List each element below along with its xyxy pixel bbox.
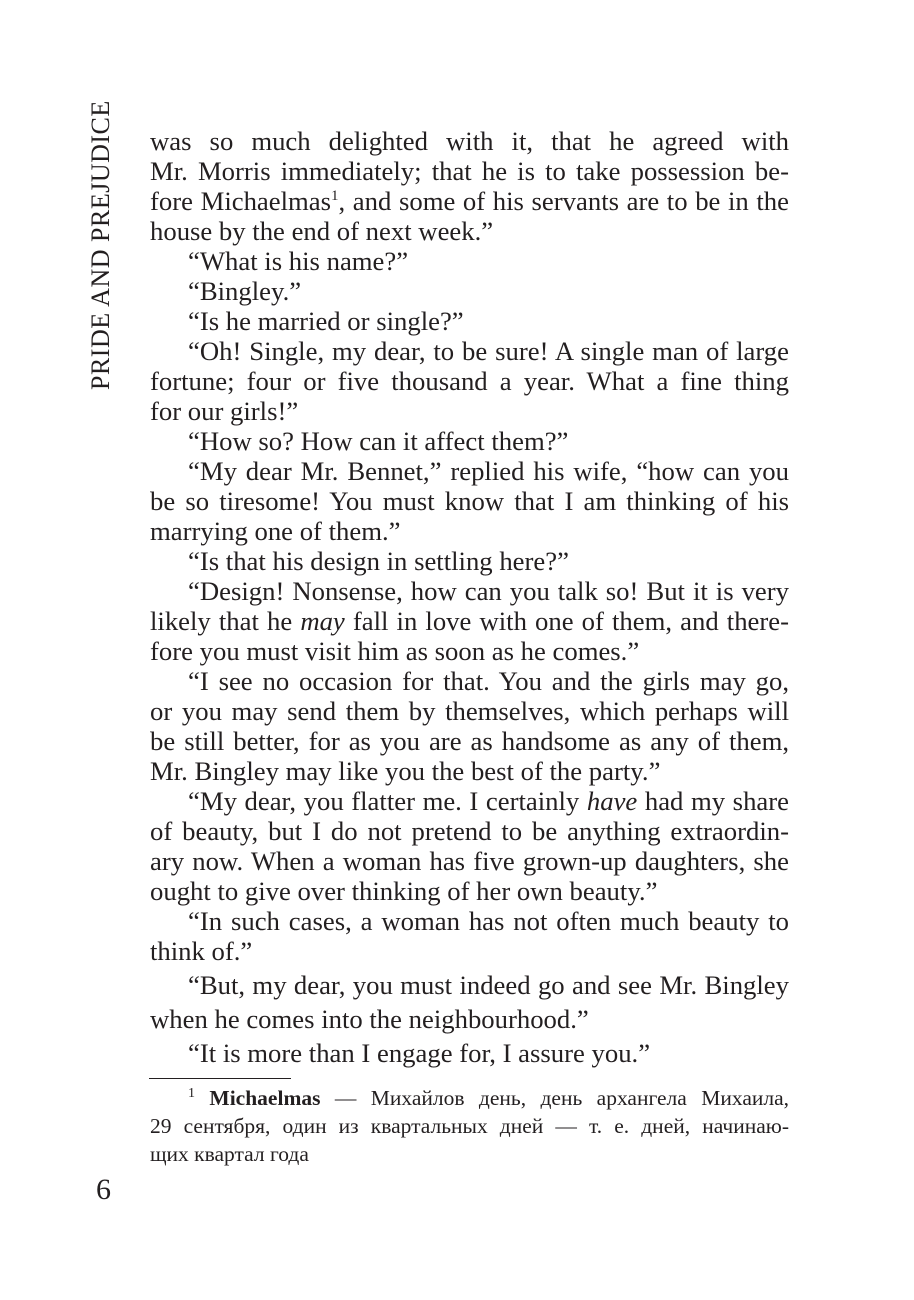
footnote [150, 1084, 789, 1168]
text-line: “Design! Nonsense, how can you talk so! But it is very [188, 576, 789, 606]
text-line: marrying one of them.” [150, 516, 401, 546]
text-fragment: “My dear, you flatter me. I certainly [188, 786, 587, 816]
text-line: “Bingley.” [188, 276, 302, 306]
text-line: “Is that his design in settling here?” [188, 546, 569, 576]
footnote-line: 29 сентября, один из квартальных дней — т. е. дней, начинаю- [150, 1114, 789, 1138]
text-line: “I see no occasion for that. You and the girls may go, [188, 666, 789, 696]
text-line: “But, my dear, you must indeed go and see Mr. Bingley [188, 970, 789, 1000]
text-line: Mr. Morris immediately; that he is to take possession be- [150, 156, 789, 186]
text-fragment: had my share [637, 786, 789, 816]
text-line: of beauty, but I do not pretend to be anything extraordin- [150, 816, 789, 846]
text-fragment: fore Michaelmas [150, 186, 332, 216]
emphasis-text: may [300, 606, 345, 636]
text-line [150, 786, 789, 816]
text-line: fore you must visit him as soon as he comes.” [150, 636, 640, 666]
text-line: ought to give over thinking of her own beauty.” [150, 876, 658, 906]
footnote-marker: 1 [331, 188, 339, 205]
footnote-text: — Михайлов день, день архангела Михаила, [320, 1086, 790, 1110]
text-line [150, 186, 789, 216]
footnote-line: щих квартал года [150, 1142, 309, 1166]
running-head: PRIDE AND PREJUDICE [86, 100, 115, 390]
emphasis-text: have [586, 786, 638, 816]
text-fragment: likely that he [150, 606, 301, 636]
text-line: ary now. When a woman has five grown-up daughters, she [150, 846, 789, 876]
text-line: “Oh! Single, my dear, to be sure! A single man of large [188, 336, 789, 366]
text-line: “What is his name?” [188, 246, 409, 276]
text-line: “Is he married or single?” [188, 306, 464, 336]
body-text [150, 126, 789, 1068]
text-line: “How so? How can it affect them?” [188, 426, 569, 456]
text-line: fortune; four or five thousand a year. What a fine thing [150, 366, 789, 396]
footnote-divider [149, 1078, 291, 1079]
text-line: when he comes into the neighbourhood.” [150, 1004, 589, 1034]
footnote-number: 1 [188, 1085, 195, 1101]
text-line: “My dear Mr. Bennet,” replied his wife, “how can you [188, 456, 789, 486]
text-line: Mr. Bingley may like you the best of the party.” [150, 756, 661, 786]
text-line: be so tiresome! You must know that I am thinking of his [150, 486, 789, 516]
text-line: “It is more than I engage for, I assure you.” [188, 1038, 651, 1068]
footnote-term: Michaelmas [209, 1086, 321, 1110]
text-line: for our girls!” [150, 396, 299, 426]
text-line: “In such cases, a woman has not often much beauty to [188, 906, 789, 936]
text-line: was so much delighted with it, that he agreed with [150, 126, 789, 156]
text-line: be still better, for as you are as handsome as any of them, [150, 726, 789, 756]
text-line: or you may send them by themselves, which perhaps will [150, 696, 789, 726]
text-fragment: fall in love with one of them, and there- [344, 606, 789, 636]
text-line [150, 606, 789, 636]
text-line: think of.” [150, 936, 253, 966]
text-fragment: , and some of his servants are to be in the [338, 186, 789, 216]
footnote-line [150, 1084, 789, 1112]
page-number: 6 [96, 1173, 111, 1206]
text-line: house by the end of next week.” [150, 216, 494, 246]
